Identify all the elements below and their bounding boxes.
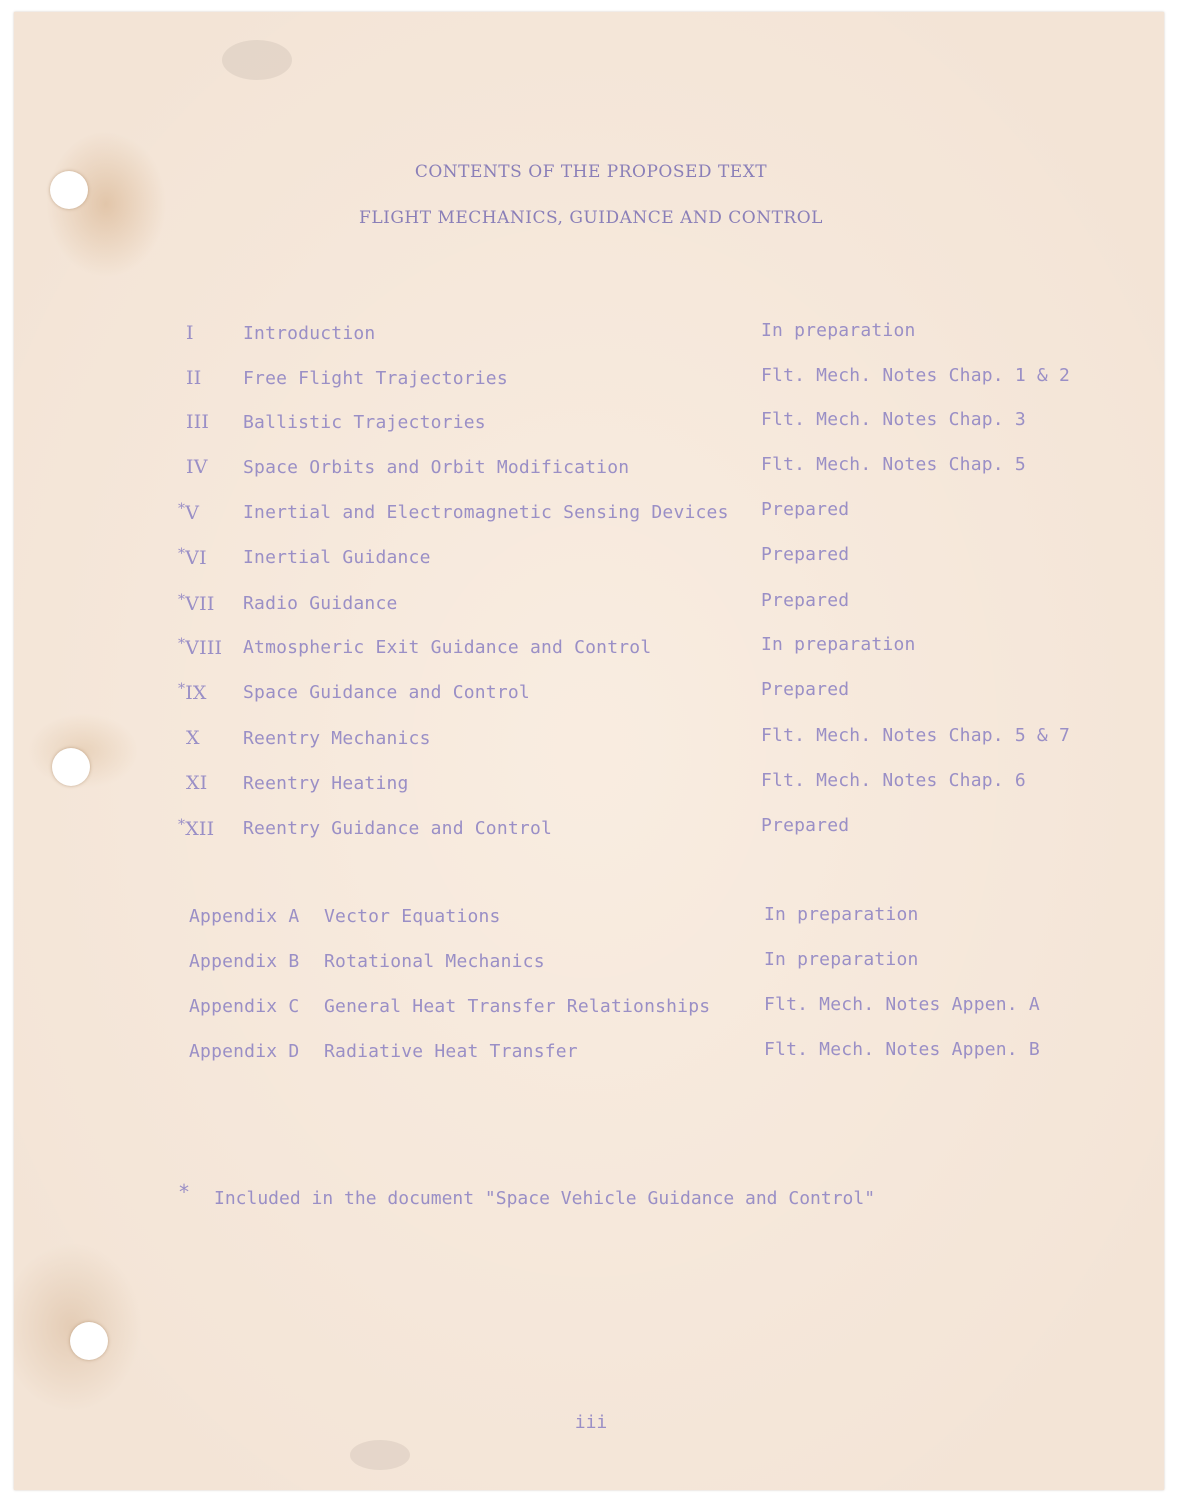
appendix-label: Appendix C: [189, 996, 300, 1017]
page-number: iii: [574, 1412, 608, 1433]
chapter-status: Flt. Mech. Notes Chap. 5: [761, 454, 1026, 475]
chapter-status: Prepared: [761, 499, 850, 520]
appendix-status: Flt. Mech. Notes Appen. B: [764, 1039, 1040, 1060]
chapter-title: Space Guidance and Control: [243, 682, 530, 703]
appendix-label: Appendix D: [189, 1041, 300, 1062]
chapter-numeral-text: II: [186, 367, 202, 389]
chapter-title: Atmospheric Exit Guidance and Control: [243, 637, 652, 658]
asterisk-mark: *: [178, 817, 186, 833]
chapter-status: Prepared: [761, 815, 850, 836]
chapter-title: Reentry Mechanics: [243, 728, 431, 749]
footnote-text: Included in the document "Space Vehicle Guidance and Control": [214, 1188, 876, 1209]
asterisk-mark: *: [178, 592, 186, 608]
appendix-status: In preparation: [764, 904, 919, 925]
chapter-numeral-text: X: [186, 727, 200, 749]
chapter-numeral: [178, 592, 215, 615]
chapter-title: Free Flight Trajectories: [243, 368, 508, 389]
asterisk-mark: *: [178, 636, 186, 652]
chapter-status: Flt. Mech. Notes Chap. 5 & 7: [761, 725, 1071, 746]
footnote-mark: *: [178, 1180, 191, 1204]
chapter-status: Flt. Mech. Notes Chap. 3: [761, 409, 1026, 430]
chapter-status: In preparation: [761, 634, 916, 655]
appendix-title: Radiative Heat Transfer: [324, 1041, 578, 1062]
chapter-numeral-text: XII: [185, 818, 215, 840]
chapter-numeral: [178, 546, 207, 569]
chapter-title: Introduction: [243, 323, 376, 344]
asterisk-mark: *: [178, 681, 186, 697]
document-subtitle: FLIGHT MECHANICS, GUIDANCE AND CONTROL: [359, 208, 823, 228]
chapter-numeral-text: IV: [186, 456, 208, 478]
chapter-numeral-text: I: [186, 322, 194, 344]
chapter-title: Space Orbits and Orbit Modification: [243, 457, 630, 478]
chapter-title: Inertial and Electromagnetic Sensing Devices: [243, 502, 729, 523]
chapter-title: Reentry Guidance and Control: [243, 818, 553, 839]
appendix-status: Flt. Mech. Notes Appen. A: [764, 994, 1040, 1015]
appendix-label: Appendix A: [189, 906, 300, 927]
chapter-status: In preparation: [761, 320, 916, 341]
appendix-title: Rotational Mechanics: [324, 951, 545, 972]
document-page: [14, 12, 1164, 1490]
chapter-title: Ballistic Trajectories: [243, 412, 486, 433]
appendix-status: In preparation: [764, 949, 919, 970]
chapter-title: Reentry Heating: [243, 773, 409, 794]
chapter-status: Flt. Mech. Notes Chap. 1 & 2: [761, 365, 1071, 386]
binder-hole: [52, 748, 90, 786]
chapter-numeral: [186, 727, 200, 749]
appendix-title: Vector Equations: [324, 906, 501, 927]
appendix-title: General Heat Transfer Relationships: [324, 996, 711, 1017]
chapter-title: Radio Guidance: [243, 593, 398, 614]
chapter-status: Prepared: [761, 544, 850, 565]
chapter-numeral: [186, 322, 194, 344]
chapter-numeral: [178, 636, 222, 659]
chapter-status: Prepared: [761, 679, 850, 700]
chapter-numeral-text: VI: [185, 547, 207, 569]
chapter-status: Prepared: [761, 590, 850, 611]
chapter-numeral: [178, 681, 207, 704]
chapter-numeral: [186, 456, 208, 478]
chapter-numeral-text: VIII: [185, 637, 223, 659]
chapter-title: Inertial Guidance: [243, 547, 431, 568]
document-title: CONTENTS OF THE PROPOSED TEXT: [414, 162, 768, 182]
asterisk-mark: *: [178, 546, 186, 562]
smudge-mark: [350, 1440, 410, 1470]
chapter-numeral-text: XI: [186, 772, 208, 794]
smudge-mark: [222, 40, 292, 80]
chapter-numeral: [186, 772, 207, 794]
chapter-numeral-text: V: [185, 502, 200, 524]
chapter-numeral: [178, 501, 199, 524]
chapter-numeral-text: IX: [185, 682, 207, 704]
asterisk-mark: *: [178, 501, 186, 517]
appendix-label: Appendix B: [189, 951, 300, 972]
chapter-numeral: [178, 817, 214, 840]
binder-hole: [70, 1322, 108, 1360]
chapter-numeral: [186, 367, 201, 389]
chapter-numeral: [186, 411, 209, 433]
chapter-numeral-text: III: [186, 411, 210, 433]
chapter-status: Flt. Mech. Notes Chap. 6: [761, 770, 1026, 791]
chapter-numeral-text: VII: [185, 593, 215, 615]
